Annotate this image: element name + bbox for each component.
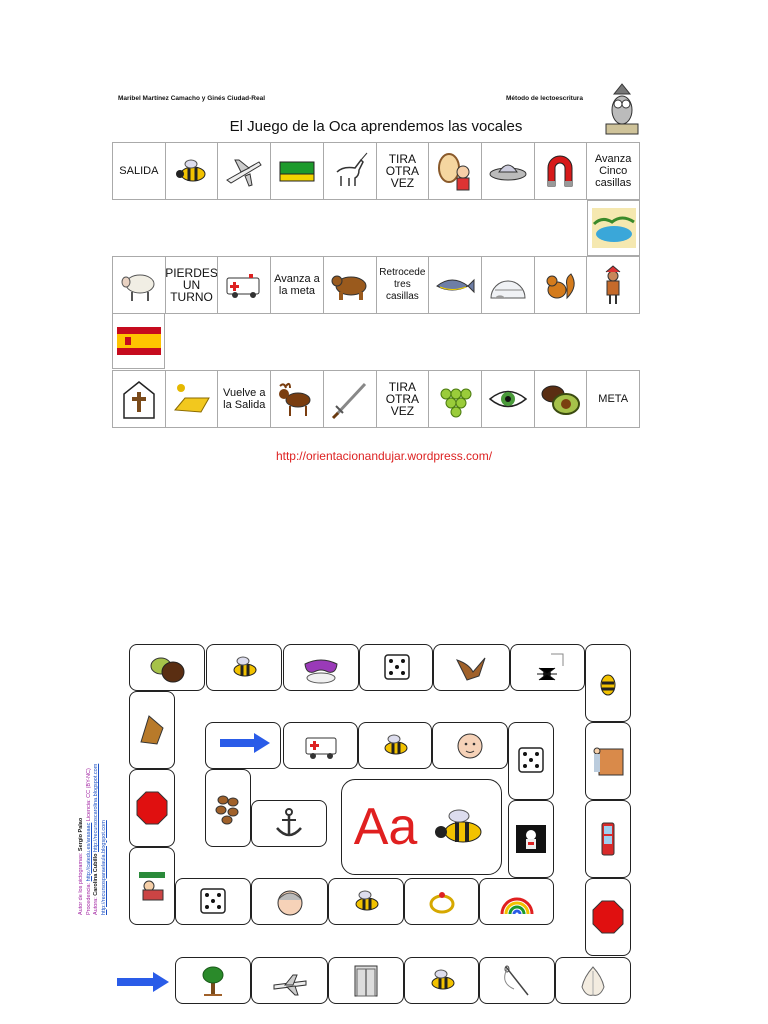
cell-avocado	[535, 371, 588, 427]
cell-igloo	[482, 257, 535, 313]
bread-icon	[133, 712, 171, 748]
tile-bus	[585, 800, 631, 878]
tile-eagle	[433, 644, 510, 691]
tile-swing	[129, 847, 175, 925]
website-url[interactable]: http://orientacionandujar.wordpress.com/	[275, 449, 493, 463]
bee-icon	[347, 884, 385, 920]
cell-pierdes-turno: PIERDES UN TURNO	[166, 257, 219, 313]
tile-spider	[510, 644, 585, 691]
cell-tuna	[429, 257, 482, 313]
rainbow-icon	[498, 884, 536, 920]
indian-icon	[592, 264, 634, 306]
tile-bee-1	[206, 644, 282, 691]
tree-icon	[194, 963, 232, 999]
tile-stop-left	[129, 769, 175, 847]
credit-autora-label: Autora:	[93, 895, 99, 915]
center-vowel-card	[341, 779, 502, 875]
tile-bee-3	[358, 722, 432, 769]
cell-tira-otra-vez-2: TIRA OTRA VEZ	[377, 371, 430, 427]
dice-icon	[377, 650, 415, 686]
sheep-icon	[118, 264, 160, 306]
tile-scientist	[585, 722, 631, 800]
bee-icon	[423, 963, 461, 999]
tile-bee-4	[328, 878, 404, 925]
bee-icon	[171, 150, 213, 192]
mask-icon	[302, 650, 340, 686]
tile-ring	[404, 878, 479, 925]
credit-source-link[interactable]: http://catedu.es/arasaac	[85, 822, 92, 882]
cell-eye	[482, 371, 535, 427]
lake-icon	[592, 208, 636, 248]
tile-astronaut	[508, 800, 554, 878]
ring-icon	[423, 884, 461, 920]
scientist-icon	[589, 743, 627, 779]
bee-icon	[427, 804, 489, 850]
stop-sign-icon	[589, 899, 627, 935]
credit-author-label: Autor de los pictogramas:	[78, 851, 84, 915]
bear-icon	[329, 264, 371, 306]
needle-icon	[498, 963, 536, 999]
moose-icon	[276, 378, 318, 420]
eagle-icon	[453, 650, 491, 686]
cell-bear	[324, 257, 377, 313]
tile-baby	[432, 722, 508, 769]
sponge-icon	[276, 150, 318, 192]
airplane-icon	[223, 150, 265, 192]
cell-unicorn	[324, 143, 377, 199]
church-icon	[118, 378, 160, 420]
tile-dice-1	[359, 644, 433, 691]
dice-icon	[194, 884, 232, 920]
credit-autora: Carolina Cubillo	[93, 852, 99, 896]
ambulance-icon	[302, 728, 340, 764]
tile-bee-2	[585, 644, 631, 722]
ambulance-icon	[223, 264, 265, 306]
avocado-icon	[148, 650, 186, 686]
credit-autora-link[interactable]: http://recursoscarolina.blogspot.com	[93, 763, 99, 853]
cell-gold	[166, 371, 219, 427]
credit-author: Sergio Palao	[78, 817, 84, 852]
cell-sheep	[113, 257, 166, 313]
cell-indian	[587, 257, 639, 313]
cell-airplane	[218, 143, 271, 199]
tile-elevator	[328, 957, 404, 1004]
eye-icon	[487, 378, 529, 420]
sword-icon	[329, 378, 371, 420]
cell-flag	[112, 313, 165, 369]
cell-mirror	[429, 143, 482, 199]
cell-retrocede: Retrocede tres casillas	[377, 257, 430, 313]
cell-lake	[587, 200, 640, 256]
center-letter: Aa	[353, 798, 418, 856]
astronaut-icon	[512, 821, 550, 857]
cell-moose	[271, 371, 324, 427]
cell-sponge	[271, 143, 324, 199]
bus-icon	[589, 821, 627, 857]
credit-blog-link[interactable]: http://recursosparaelaula.blogspot.com	[100, 820, 107, 915]
inner-arrow-overlay	[218, 732, 272, 759]
cell-salida: SALIDA	[113, 143, 166, 199]
method-label: Método de lectoescritura	[506, 95, 583, 102]
tile-rainbow	[479, 878, 554, 925]
bee-icon	[589, 665, 627, 701]
squirrel-icon	[539, 264, 581, 306]
tile-ambulance	[283, 722, 358, 769]
anchor-icon	[270, 806, 308, 842]
tile-almonds	[205, 769, 251, 847]
credit-source-label: Procedencia:	[85, 881, 92, 915]
unicorn-icon	[329, 150, 371, 192]
bee-icon	[225, 650, 263, 686]
cell-church	[113, 371, 166, 427]
tile-needle	[479, 957, 555, 1004]
ufo-icon	[487, 150, 529, 192]
cell-squirrel	[535, 257, 588, 313]
cell-sword	[324, 371, 377, 427]
avocado-icon	[539, 378, 581, 420]
tile-grandma	[251, 878, 328, 925]
cell-magnet	[535, 143, 588, 199]
credits-text	[78, 715, 108, 915]
dice-icon	[512, 743, 550, 779]
tile-avocado	[129, 644, 205, 691]
bee-icon	[376, 728, 414, 764]
tile-anchor	[251, 800, 327, 847]
cell-grapes	[429, 371, 482, 427]
tile-plane	[251, 957, 328, 1004]
almonds-icon	[209, 790, 247, 826]
tile-bee-5	[404, 957, 479, 1004]
board-row-2	[112, 256, 640, 314]
cell-ambulance	[218, 257, 271, 313]
swing-icon	[133, 868, 171, 904]
cell-avanza-cinco: Avanza Cinco casillas	[594, 153, 632, 189]
page-title: El Juego de la Oca aprendemos las vocales	[229, 118, 523, 135]
magnet-icon	[539, 150, 581, 192]
arrow-right-icon	[115, 971, 171, 993]
tile-stop-right	[585, 878, 631, 956]
garlic-icon	[574, 963, 612, 999]
tuna-icon	[434, 264, 476, 306]
igloo-icon	[487, 264, 529, 306]
cell-meta: META	[598, 393, 629, 405]
credit-license: Licencia: CC (BY-NC)	[85, 768, 92, 823]
cell-tira-otra-vez: TIRA OTRA VEZ	[377, 143, 430, 199]
tile-garlic	[555, 957, 631, 1004]
cell-avanza-meta: Avanza a la meta	[271, 257, 324, 313]
airplane-icon	[271, 963, 309, 999]
tile-dice-2	[508, 722, 554, 800]
tile-tree	[175, 957, 251, 1004]
spider-icon	[529, 650, 567, 686]
cell-vuelve-salida: Vuelve a la Salida	[218, 371, 271, 427]
gold-bar-icon	[171, 378, 213, 420]
tile-dice-3	[175, 878, 251, 925]
grapes-icon	[434, 378, 476, 420]
cell-bee	[166, 143, 219, 199]
board-row-1	[112, 142, 640, 200]
arrow-right-icon	[218, 732, 272, 754]
tile-mask	[283, 644, 359, 691]
board-row-3	[112, 370, 640, 428]
tile-bread	[129, 691, 175, 769]
author-credit: Maribel Martínez Camacho y Ginés Ciudad-Real	[118, 95, 266, 102]
start-arrow-bottom	[115, 971, 171, 998]
cell-ufo	[482, 143, 535, 199]
spain-flag-icon	[117, 321, 161, 361]
mirror-icon	[434, 150, 476, 192]
baby-face-icon	[451, 728, 489, 764]
elevator-icon	[347, 963, 385, 999]
grandma-icon	[271, 884, 309, 920]
stop-sign-icon	[133, 790, 171, 826]
